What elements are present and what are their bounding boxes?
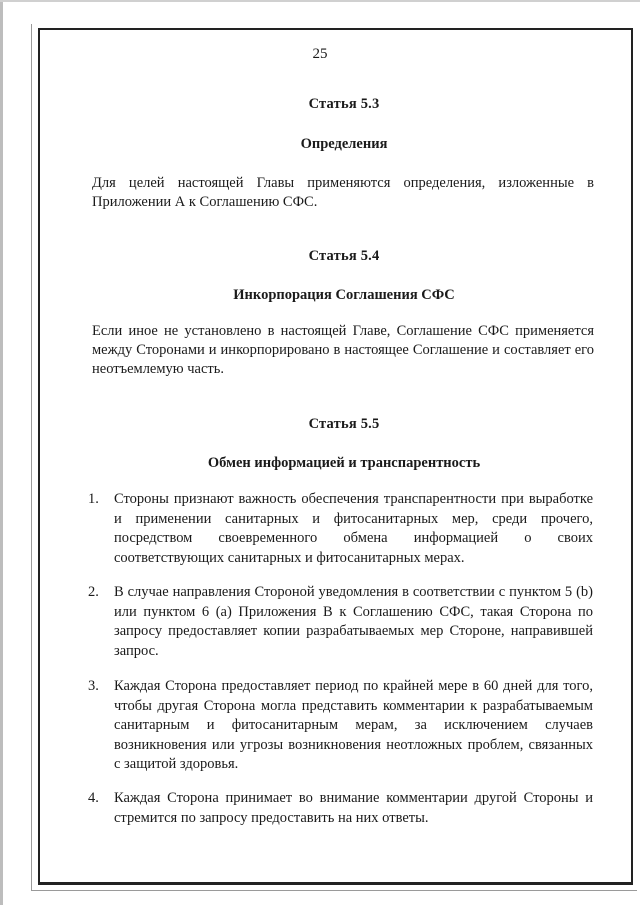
scan-edge-top xyxy=(0,0,640,2)
page-number: 25 xyxy=(312,46,328,62)
article-5-3-heading: Статья 5.3 xyxy=(308,96,380,112)
list-item-text: Каждая Сторона предоставляет период по крайней мере в 60 дней для того, чтобы другая Сторона могла представить комментарии к разрабатываемым санитарным и фитосанитарным мерам, за исключением случаев возникновения или угрозы возникновения неотложных проблем, связанных с защитой здоровья. xyxy=(114,678,593,772)
list-item-number: 1. xyxy=(88,491,99,507)
list-item-text: Стороны признают важность обеспечения транспарентности при выработке и применении санитарных и фитосанитарных мер, среди прочего, посредством своевременного обмена информацией о своих соответствующих санитарных и фитосанитарных мерах. xyxy=(114,491,593,566)
article-5-5-title: Обмен информацией и транспарентность xyxy=(207,455,481,471)
list-item-number: 2. xyxy=(88,584,99,600)
article-5-3-title: Определения xyxy=(300,136,388,152)
list-item-number: 4. xyxy=(88,790,99,806)
article-5-4-title: Инкорпорация Соглашения СФС xyxy=(233,287,455,303)
article-5-5-heading: Статья 5.5 xyxy=(308,416,380,432)
article-5-4-paragraph: Если иное не установлено в настоящей Главе, Соглашение СФС применяется между Сторонами и инкорпорировано в настоящее Соглашение и составляет его неотъемлемую часть. xyxy=(92,323,594,377)
list-item-text: В случае направления Стороной уведомления в соответствии с пунктом 5 (b) или пунктом 6 (a) Приложения B к Соглашению СФС, такая Сторона по запросу предоставляет копии разрабатываемых мер Стороне, направившей запрос. xyxy=(114,584,593,659)
list-item-number: 3. xyxy=(88,678,99,694)
article-5-3-paragraph: Для целей настоящей Главы применяются определения, изложенные в Приложении А к Соглашению СФС. xyxy=(92,175,594,210)
article-5-4-heading: Статья 5.4 xyxy=(308,248,380,264)
list-item-text: Каждая Сторона принимает во внимание комментарии другой Стороны и стремится по запросу предоставить на них ответы. xyxy=(114,790,593,826)
